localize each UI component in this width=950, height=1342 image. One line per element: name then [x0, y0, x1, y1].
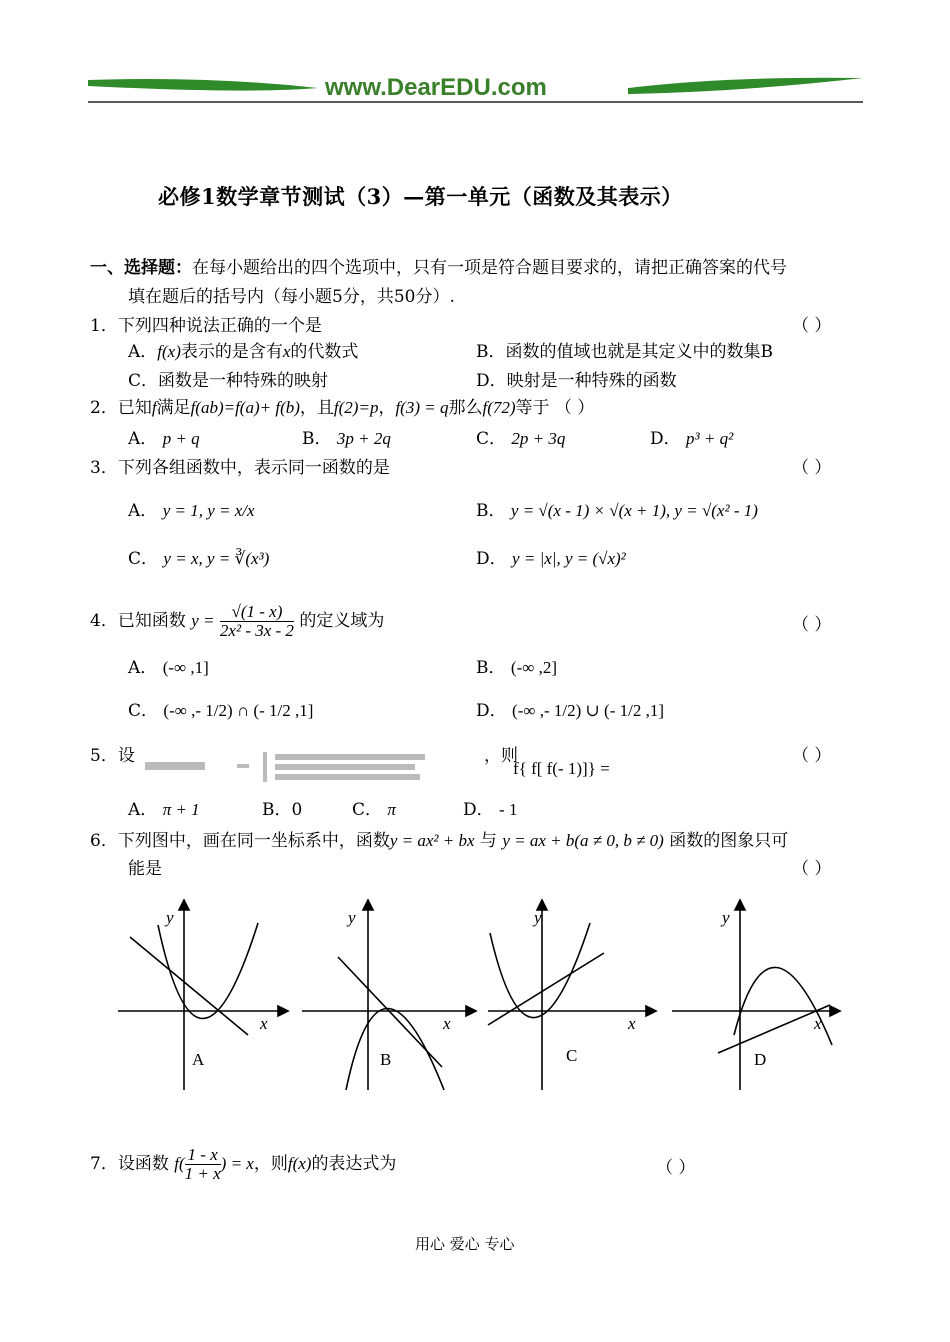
q3-answer-paren[interactable]: （ ） — [792, 458, 832, 478]
page-title: 必修1数学章节测试（3）—第一单元（函数及其表示） — [158, 184, 683, 209]
section-intro-line1: 在每小题给出的四个选项中，只有一项是符合题目要求的，请把正确答案的代号 — [192, 258, 787, 278]
graph-b-label: B — [380, 1050, 392, 1069]
q2-option-a: A． p + q — [128, 429, 200, 449]
q1-option-d: D．映射是一种特殊的函数 — [476, 371, 677, 391]
graph-a-label: A — [192, 1050, 205, 1069]
q5-piecewise-image — [145, 752, 425, 782]
q5-expression: f{ f[ f(- 1)]} = — [513, 759, 610, 778]
graph-a-y-label: y — [166, 908, 174, 927]
q4-stem: 4．已知函数 y = $\frac{√(1 - x)}{\text{2x² - 3x - 2}}$ 的定义域为 — [90, 602, 385, 640]
q6-stem-line2: 能是 — [128, 859, 162, 879]
brand-logo-text: www.DearEDU.com — [325, 74, 547, 101]
graph-d-y-label: y — [722, 908, 730, 927]
q5-answer-paren[interactable]: （ ） — [792, 746, 832, 766]
q4-fraction: $\frac{√(1 - x)}{\text{2x² - 3x - 2}}$ — [219, 602, 294, 640]
q7-fraction: $\frac{1 - x}{1 + x}$ — [184, 1145, 221, 1183]
q1-option-b: B．函数的值域也就是其定义中的数集B — [476, 342, 773, 362]
q1-option-c: C．函数是一种特殊的映射 — [128, 371, 329, 391]
q4-option-a: A． (-∞ ,1] — [128, 658, 209, 678]
q4-option-d: D． (-∞ ,- 1/2) ∪ (- 1/2 ,1] — [476, 701, 664, 721]
q5-option-c: C． π — [352, 800, 396, 820]
q5-option-a: A． π + 1 — [128, 800, 200, 820]
q3-option-c: C． y = x, y = ∛(x³) — [128, 549, 270, 569]
q2-option-b: B． 3p + 2q — [302, 429, 391, 449]
graph-c-label: C — [566, 1046, 578, 1065]
q6-stem: 6．下列图中，画在同一坐标系中，函数y = ax² + bx 与 y = ax + b(a ≠ 0, b ≠ 0) 函数的图象只可 — [90, 831, 789, 851]
q1-answer-paren[interactable]: （ ） — [792, 316, 832, 336]
graph-b-y-label: y — [348, 908, 356, 927]
q1-option-a: A．f(x)表示的是含有x的代数式 — [128, 342, 359, 362]
q5-stem-tail: ，则 — [484, 746, 518, 766]
graph-b-x-label: x — [443, 1014, 451, 1033]
graph-c-y-label: y — [534, 908, 542, 927]
q2-answer-paren[interactable]: （ ） — [554, 398, 595, 418]
q7-stem: 7．设函数 f( $\frac{1 - x}{1 + x}$ ) = x，则f(x)的表达式为 — [90, 1145, 397, 1183]
q3-option-b: B． y = √(x - 1) × √(x + 1), y = √(x² - 1) — [476, 501, 758, 521]
q2-stem: 2．已知f满足f(ab)=f(a)+ f(b)，且f(2)=p，f(3) = q那么f(72)等于 （ ） — [90, 398, 595, 418]
section-label: 一、选择题： — [90, 258, 192, 278]
section-intro-line2: 填在题后的括号内（每小题5分，共50分）. — [128, 287, 455, 307]
graph-d-label: D — [754, 1050, 767, 1069]
q7-answer-paren[interactable]: （ ） — [656, 1158, 696, 1178]
q4-option-b: B． (-∞ ,2] — [476, 658, 558, 678]
q6-answer-paren[interactable]: （ ） — [792, 859, 832, 879]
q4-option-c: C． (-∞ ,- 1/2) ∩ (- 1/2 ,1] — [128, 701, 314, 721]
graph-d-x-label: x — [814, 1014, 822, 1033]
q2-option-d: D． p³ + q² — [650, 429, 734, 449]
q4-answer-paren[interactable]: （ ） — [792, 615, 832, 635]
q5-stem: 5．设 — [90, 746, 135, 766]
q1-stem: 1．下列四种说法正确的一个是 — [90, 316, 322, 336]
graph-a-x-label: x — [260, 1014, 268, 1033]
q5-option-d: D． - 1 — [463, 800, 518, 820]
graph-c-x-label: x — [628, 1014, 636, 1033]
q3-option-d: D． y = |x|, y = (√x)² — [476, 549, 626, 569]
q5-option-b: B．0 — [262, 800, 303, 820]
q2-option-c: C． 2p + 3q — [476, 429, 566, 449]
page-footer: 用心 爱心 专心 — [415, 1235, 515, 1253]
q3-option-a: A． y = 1, y = x/x — [128, 501, 255, 521]
q6-graphs — [110, 895, 870, 1100]
section-intro — [90, 257, 787, 279]
q3-stem: 3．下列各组函数中，表示同一函数的是 — [90, 458, 390, 478]
